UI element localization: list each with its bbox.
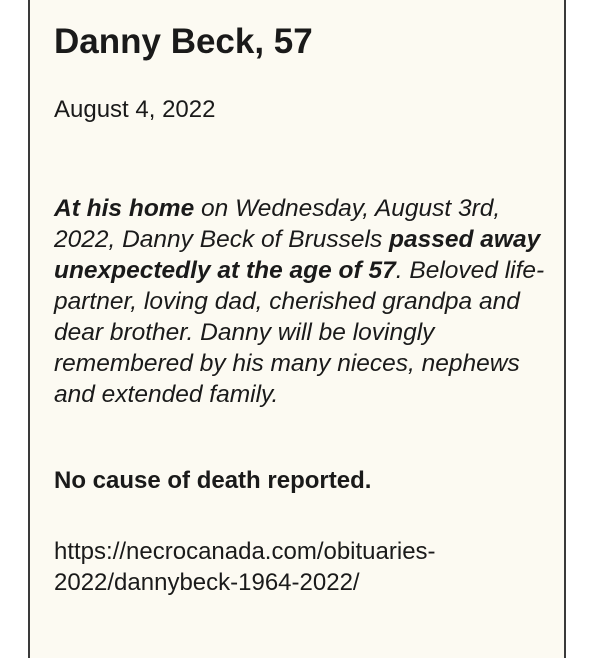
body-text-1: on Wednesday, August 3rd, 2022, Danny Beck of Brussels	[54, 194, 501, 253]
cause-note: No cause of death reported.	[54, 467, 372, 494]
obituary-title: Danny Beck, 57	[54, 22, 313, 61]
body-text-2: . Beloved life-partner, loving dad, cherished grandpa and dear brother. Danny will be lovingly remembered by his many nieces, nephews and extended family.	[54, 256, 545, 408]
obituary-date: August 4, 2022	[54, 96, 216, 123]
obituary-body	[54, 193, 559, 410]
source-link[interactable]	[54, 536, 554, 598]
link-line-1: https://necrocanada.com/obituaries-	[54, 538, 436, 565]
body-bold-passed: passed away unexpectedly at the age of 57	[54, 225, 541, 284]
obituary-card	[28, 0, 566, 658]
body-bold-home: At his home	[54, 194, 195, 222]
link-line-2: 2022/dannybeck-1964-2022/	[54, 569, 360, 596]
